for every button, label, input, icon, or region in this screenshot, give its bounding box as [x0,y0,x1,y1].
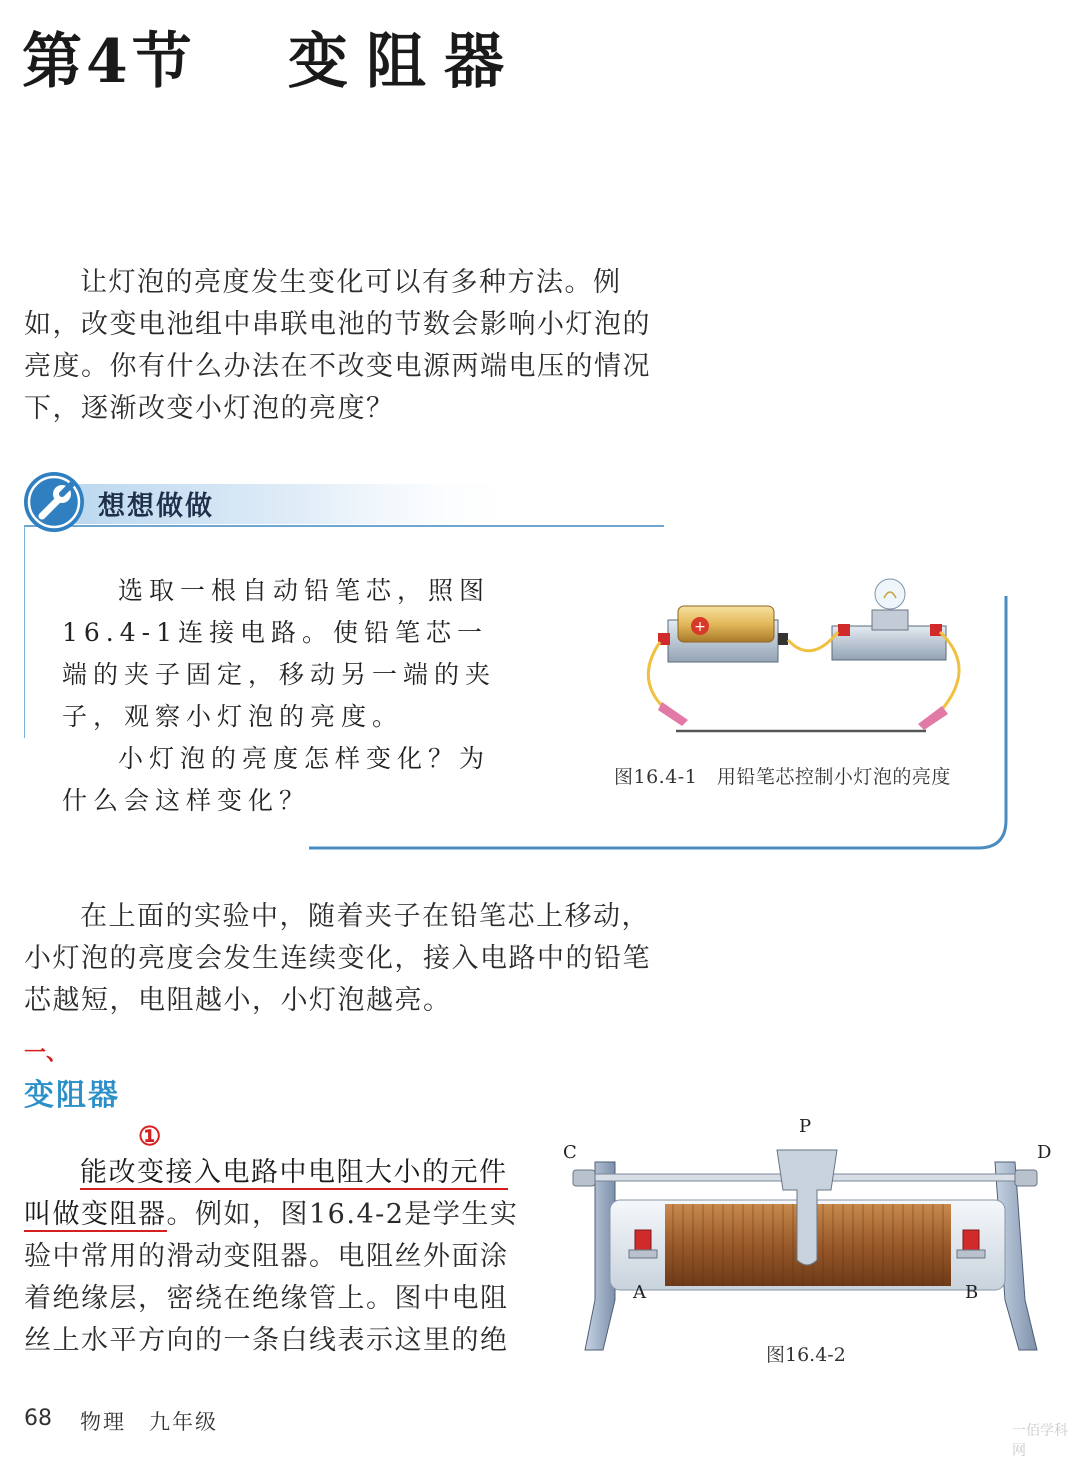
figure-2-caption: 图16.4-2 [766,1344,846,1366]
label-d: D [1037,1142,1052,1163]
terminal-a [635,1230,651,1250]
definition-text: 能改变接入电路中电阻大小的元件叫做变阻器 [24,1157,508,1230]
label-c: C [563,1142,577,1163]
wrench-icon [22,470,86,534]
activity-paragraph-2: 小灯泡的亮度怎样变化？为什么会这样变化？ [62,744,491,815]
terminal-c [573,1170,595,1186]
subsection-title: 变阻器 [24,1078,120,1113]
label-b: B [965,1282,979,1303]
label-p: P [799,1116,812,1137]
svg-text:+: + [694,619,706,635]
rheostat-figure [555,1110,1065,1360]
label-a: A [633,1282,646,1303]
clip-left [658,702,688,726]
terminal-d [1015,1170,1037,1186]
terminal-b [963,1230,979,1250]
wire [788,632,838,651]
page-number: 68 [24,1406,52,1431]
lamp-terminal-left [838,624,850,636]
paragraph-2: 在上面的实验中，随着夹子在铅笔芯上移动，小灯泡的亮度会发生连续变化，接入电路中的铅笔芯越短，电阻越小，小灯泡越亮。 [24,901,651,1016]
paragraph-3-rest: 。例如，图16.4-2是学生实验中常用的滑动变阻器。电阻丝外面涂着绝缘层，密绕在绝缘管上。图中电阻丝上水平方向的一条白线表示这里的绝 [24,1199,519,1356]
intro-paragraph: 让灯泡的亮度发生变化可以有多种方法。例如，改变电池组中串联电池的节数会影响小灯泡的亮度。你有什么办法在不改变电源两端电压的情况下，逐渐改变小灯泡的亮度？ [24,267,651,424]
activity-text [62,570,512,822]
paragraph-3 [24,1152,534,1362]
section-number: 第4节 [22,27,196,97]
section-mark: 一、 [24,1040,69,1066]
activity-paragraph-1: 选取一根自动铅笔芯，照图16.4-1连接电路。使铅笔芯一端的夹子固定，移动另一端的夹子，观察小灯泡的亮度。 [62,576,497,731]
figure-1-caption: 图16.4-1 用铅笔芯控制小灯泡的亮度 [614,766,951,788]
annotation-number: ① [138,1122,162,1152]
footer-subject: 物理 九年级 [80,1410,218,1434]
clip-right [918,706,948,730]
wire [648,642,666,710]
watermark: 一佰学科网 [1012,1423,1068,1459]
circuit-figure [636,570,976,745]
battery-terminal-black [778,633,788,645]
lamp-bulb [875,579,905,609]
activity-title: 想想做做 [98,491,214,522]
section-title: 变阻器 [288,27,522,97]
